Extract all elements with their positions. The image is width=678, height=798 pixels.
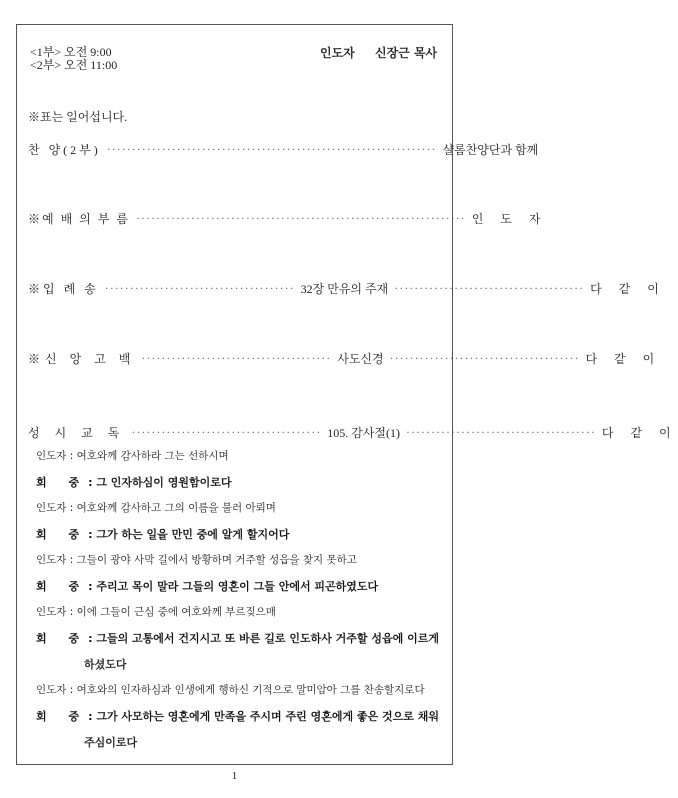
order-performer: 다 같 이: [601, 425, 678, 440]
reading-line: 회 중: 그들의 고통에서 건지시고 또 바른 길로 인도하사 거주할 성읍에 이르게: [36, 632, 439, 645]
order-item-call-to-worship: [28, 209, 548, 227]
reading-line: 인도자 : 여호와께 감사하고 그의 이름을 불러 아뢰며: [36, 502, 276, 514]
order-performer: 다 같 이: [590, 281, 666, 296]
leader-dots: ······································: [406, 424, 596, 439]
reading-line: 회 중: 그가 하는 일을 만민 중에 알게 할지어다: [36, 528, 290, 541]
leader-dots: ······································: [141, 350, 332, 365]
service-time-2: <2부> 오전 11:00: [30, 58, 118, 72]
page-number: 1: [231, 770, 238, 782]
reading-line: 인도자 : 그들이 광야 사막 길에서 방황하며 거주할 성읍을 찾지 못하고: [36, 554, 357, 566]
reading-line: 인도자 : 여호와께 감사하라 그는 선하시며: [36, 450, 229, 462]
order-item-processional-hymn: [28, 279, 666, 297]
reading-line: 인도자 : 여호와의 인자하심과 인생에게 행하신 기적으로 말미암아 그를 찬송할지로다: [36, 684, 425, 696]
leader-dots: ··································································: [135, 210, 466, 225]
order-label: ※예 배 의 부 름: [28, 211, 130, 226]
order-label: 찬 양(2부): [28, 142, 101, 157]
service-time-1: <1부> 오전 9:00: [30, 45, 112, 59]
leader-label: 인도자: [320, 46, 355, 60]
order-detail: 105. 감사절(1): [327, 425, 401, 440]
leader-dots: ······································: [389, 350, 580, 365]
order-detail: 사도신경: [337, 351, 384, 366]
order-detail: 32장 만유의 주재: [300, 281, 389, 296]
leader-dots: ······································: [394, 280, 585, 295]
order-performer: 인 도 자: [471, 211, 548, 226]
standing-notice: ※표는 일어섭니다.: [28, 110, 128, 124]
leader-dots: ··································································: [106, 141, 437, 156]
order-performer: 샬롬찬양단과 함께: [442, 142, 539, 157]
leader-name: 신장근 목사: [375, 46, 438, 60]
order-performer: 다 같 이: [585, 351, 662, 366]
order-label: ※입 례 송: [28, 281, 99, 296]
order-item-praise: [28, 140, 539, 158]
reading-continuation: 주심이로다: [84, 736, 138, 749]
bulletin-frame: [16, 24, 453, 765]
reading-line: 회 중: 그가 사모하는 영혼에게 만족을 주시며 주린 영혼에게 좋은 것으로 채워: [36, 710, 439, 723]
order-label: ※신 앙 고 백: [28, 351, 136, 366]
leader-dots: ······································: [131, 424, 322, 439]
order-item-confession-of-faith: [28, 349, 662, 367]
reading-line: 회 중: 주리고 목이 말라 그들의 영혼이 그들 안에서 피곤하였도다: [36, 580, 379, 593]
reading-continuation: 하셨도다: [84, 658, 127, 671]
reading-line: 회 중: 그 인자하심이 영원함이로다: [36, 476, 232, 489]
order-label: 성 시 교 독: [28, 425, 126, 440]
reading-line: 인도자 : 이에 그들이 근심 중에 여호와께 부르짖으매: [36, 606, 276, 618]
order-item-responsive-reading: [28, 423, 678, 441]
leader-dots: ······································: [104, 280, 295, 295]
